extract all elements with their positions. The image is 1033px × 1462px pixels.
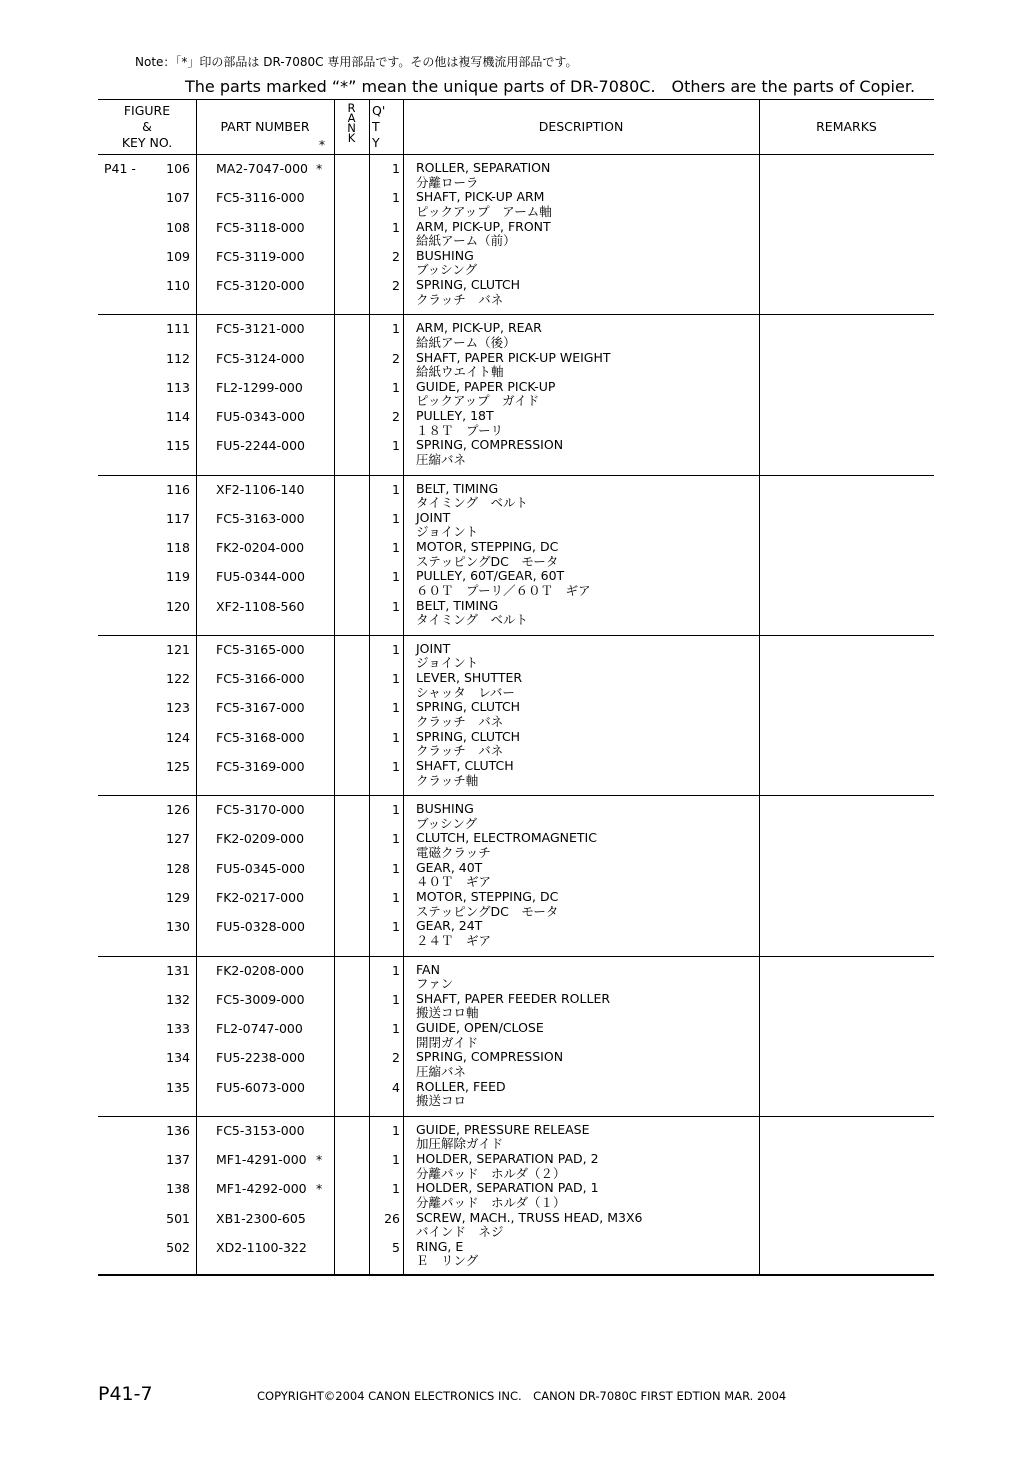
description-english: GEAR, 40T xyxy=(416,859,483,875)
quantity: 26 xyxy=(384,1210,400,1226)
parts-group xyxy=(98,478,934,628)
part-number: FC5-3121-000 xyxy=(216,321,305,337)
table-row xyxy=(98,216,934,249)
part-number: MF1-4292-000 xyxy=(216,1181,307,1197)
quantity: 2 xyxy=(392,248,400,264)
header-qty-q: Q' xyxy=(372,103,386,118)
description xyxy=(416,438,563,467)
table-row xyxy=(98,696,934,729)
table-row xyxy=(98,1017,934,1050)
description-japanese: 分離パッド ホルダ（２） xyxy=(416,1165,566,1181)
description xyxy=(416,278,520,307)
description-japanese: クラッチ バネ xyxy=(416,713,504,729)
key-number: 135 xyxy=(166,1079,190,1095)
part-number: FC5-3169-000 xyxy=(216,759,305,775)
description-japanese: ピックアップ ガイド xyxy=(416,393,540,409)
table-row xyxy=(98,915,934,948)
description-english: SPRING, CLUTCH xyxy=(416,277,521,293)
quantity: 1 xyxy=(392,700,400,716)
key-number: 109 xyxy=(166,248,190,264)
description-english: GUIDE, PAPER PICK-UP xyxy=(416,378,556,394)
key-number: 502 xyxy=(166,1239,190,1255)
header-rank-k: K xyxy=(347,131,356,145)
table-row xyxy=(98,376,934,409)
part-number: FL2-0747-000 xyxy=(216,1021,303,1037)
table-row xyxy=(98,667,934,700)
key-number: 131 xyxy=(166,962,190,978)
key-number: 127 xyxy=(166,831,190,847)
table-row xyxy=(98,1119,934,1152)
table-row xyxy=(98,827,934,860)
part-number: MA2-7047-000 xyxy=(216,161,308,176)
quantity: 1 xyxy=(392,481,400,497)
description-english: MOTOR, STEPPING, DC xyxy=(416,889,559,905)
key-number: 107 xyxy=(166,190,190,206)
part-number: FC5-3119-000 xyxy=(216,248,305,264)
description-english: HOLDER, SEPARATION PAD, 1 xyxy=(416,1180,599,1196)
description-japanese: タイミング ベルト xyxy=(416,495,529,511)
table-row xyxy=(98,798,934,831)
table-row xyxy=(98,245,934,278)
key-number: 110 xyxy=(166,278,190,294)
description-japanese: ブッシング xyxy=(416,262,478,278)
table-row xyxy=(98,1177,934,1210)
table-row xyxy=(98,347,934,380)
quantity: 1 xyxy=(392,919,400,935)
description xyxy=(416,759,514,788)
part-number: FU5-2238-000 xyxy=(216,1050,305,1066)
part-number: FU5-0343-000 xyxy=(216,409,305,425)
header-figure-line3: KEY NO. xyxy=(121,135,173,150)
group-separator xyxy=(98,1116,934,1117)
table-row xyxy=(98,857,934,890)
group-separator xyxy=(98,956,934,957)
description-english: SCREW, MACH., TRUSS HEAD, M3X6 xyxy=(416,1209,643,1225)
part-number: FC5-3165-000 xyxy=(216,641,305,657)
part-number: FC5-3120-000 xyxy=(216,278,305,294)
part-number: FL2-1299-000 xyxy=(216,379,303,395)
key-number: 118 xyxy=(166,540,190,556)
quantity: 2 xyxy=(392,409,400,425)
group-separator xyxy=(98,314,934,315)
description-english: JOINT xyxy=(416,640,451,656)
description-japanese: クラッチ バネ xyxy=(416,291,504,307)
part-number: FC5-3167-000 xyxy=(216,700,305,716)
table-row xyxy=(98,1076,934,1109)
table-bottom-border xyxy=(98,1274,934,1276)
description-japanese: ６０Ｔ プーリ／６０Ｔ ギア xyxy=(416,582,591,598)
table-row xyxy=(98,1148,934,1181)
note-english: The parts marked “*” mean the unique parts of DR-7080C. Others are the parts of Copier. xyxy=(185,77,916,96)
key-number: 132 xyxy=(166,991,190,1007)
part-number: FC5-3166-000 xyxy=(216,671,305,687)
part-number: FC5-3170-000 xyxy=(216,802,305,818)
description-japanese: ファン xyxy=(416,976,454,991)
group-separator xyxy=(98,635,934,636)
quantity: 1 xyxy=(392,161,400,176)
group-separator xyxy=(98,475,934,476)
header-figure-line1: FIGURE xyxy=(123,103,171,118)
header-figure xyxy=(98,103,196,151)
quantity: 1 xyxy=(392,802,400,818)
part-number: FU5-0328-000 xyxy=(216,919,305,935)
key-number: 108 xyxy=(166,219,190,235)
description-japanese: タイミング ベルト xyxy=(416,612,529,628)
quantity: 1 xyxy=(392,860,400,876)
description-english: SPRING, CLUTCH xyxy=(416,728,521,744)
parts-group xyxy=(98,798,934,948)
part-number: FC5-3009-000 xyxy=(216,991,305,1007)
quantity: 1 xyxy=(392,641,400,657)
quantity: 1 xyxy=(392,671,400,687)
key-number: 111 xyxy=(166,321,190,337)
quantity: 1 xyxy=(392,1122,400,1138)
description-english: ROLLER, SEPARATION xyxy=(416,160,551,175)
key-number: 113 xyxy=(166,379,190,395)
table-row xyxy=(98,959,934,991)
key-number: 116 xyxy=(166,481,190,497)
part-number: FU5-0344-000 xyxy=(216,569,305,585)
key-number: 136 xyxy=(166,1122,190,1138)
description-japanese: 搬送コロ xyxy=(416,1093,467,1109)
description-english: GUIDE, OPEN/CLOSE xyxy=(416,1020,544,1036)
table-row xyxy=(98,186,934,219)
table-row xyxy=(98,536,934,569)
table-row xyxy=(98,988,934,1021)
table-row xyxy=(98,317,934,350)
key-number: 137 xyxy=(166,1152,190,1168)
description-japanese: 給紙アーム（前） xyxy=(416,233,516,249)
key-number: 138 xyxy=(166,1181,190,1197)
description-english: SPRING, COMPRESSION xyxy=(416,1049,564,1065)
part-number: XB1-2300-605 xyxy=(216,1210,306,1226)
parts-group xyxy=(98,638,934,788)
description-english: PULLEY, 60T/GEAR, 60T xyxy=(416,568,565,584)
quantity: 1 xyxy=(392,991,400,1007)
key-number: 130 xyxy=(166,919,190,935)
parts-group xyxy=(98,157,934,307)
part-number: FU5-0345-000 xyxy=(216,860,305,876)
part-number: XD2-1100-322 xyxy=(216,1239,307,1255)
description-japanese: ２４Ｔ ギア xyxy=(416,932,492,948)
key-number: 123 xyxy=(166,700,190,716)
table-row xyxy=(98,755,934,788)
description-japanese: ブッシング xyxy=(416,815,478,831)
quantity: 1 xyxy=(392,1021,400,1037)
key-number: 124 xyxy=(166,729,190,745)
header-part-star: * xyxy=(318,137,326,152)
description-english: SHAFT, PICK-UP ARM xyxy=(416,189,545,205)
header-rank-r: R xyxy=(347,101,356,115)
quantity: 1 xyxy=(392,759,400,775)
header-bottom-border xyxy=(98,154,934,155)
quantity: 1 xyxy=(392,890,400,906)
quantity: 1 xyxy=(392,379,400,395)
description-english: BUSHING xyxy=(416,801,474,817)
description-japanese: １８Ｔ プーリ xyxy=(416,422,504,438)
table-row xyxy=(98,405,934,438)
description-japanese: 圧縮バネ xyxy=(416,1063,467,1079)
quantity: 1 xyxy=(392,831,400,847)
key-number: 125 xyxy=(166,759,190,775)
part-number: FC5-3118-000 xyxy=(216,219,305,235)
key-number: 120 xyxy=(166,598,190,614)
key-number: 106 xyxy=(166,161,190,176)
description-english: FAN xyxy=(416,961,440,977)
description-japanese: ジョイント xyxy=(416,524,479,540)
description-japanese: 電磁クラッチ xyxy=(416,844,491,860)
table-row xyxy=(98,478,934,511)
quantity: 1 xyxy=(392,569,400,585)
description-english: SHAFT, PAPER PICK-UP WEIGHT xyxy=(416,349,611,365)
table-row xyxy=(98,434,934,467)
description-english: BUSHING xyxy=(416,247,474,263)
quantity: 1 xyxy=(392,510,400,526)
description xyxy=(416,1240,478,1269)
group-separator xyxy=(98,795,934,796)
description-english: GEAR, 24T xyxy=(416,918,483,934)
key-number: 133 xyxy=(166,1021,190,1037)
description-japanese: クラッチ軸 xyxy=(416,772,479,788)
part-number: FC5-3124-000 xyxy=(216,350,305,366)
quantity: 1 xyxy=(392,219,400,235)
description-japanese: ジョイント xyxy=(416,655,479,671)
key-number: 128 xyxy=(166,860,190,876)
part-number: FC5-3116-000 xyxy=(216,190,305,206)
description-english: HOLDER, SEPARATION PAD, 2 xyxy=(416,1151,599,1167)
figure-ref: P41 - xyxy=(104,161,136,176)
key-number: 121 xyxy=(166,641,190,657)
description-english: BELT, TIMING xyxy=(416,480,499,496)
table-row xyxy=(98,595,934,628)
table-row xyxy=(98,1046,934,1079)
part-number: FK2-0217-000 xyxy=(216,890,305,906)
key-number: 119 xyxy=(166,569,190,585)
description-english: MOTOR, STEPPING, DC xyxy=(416,539,559,555)
note-japanese: Note：「*」印の部品は DR-7080C 専用部品です。その他は複写機流用部品です。 xyxy=(135,55,578,69)
part-number: FK2-0204-000 xyxy=(216,540,305,556)
part-number: XF2-1108-560 xyxy=(216,598,305,614)
description-japanese: 分離ローラ xyxy=(416,174,479,190)
header-description: DESCRIPTION xyxy=(538,119,624,134)
header-part-number: PART NUMBER xyxy=(220,119,310,134)
key-number: 134 xyxy=(166,1050,190,1066)
key-number: 501 xyxy=(166,1210,190,1226)
part-number: FU5-6073-000 xyxy=(216,1079,305,1095)
description xyxy=(416,599,528,628)
description-english: RING, E xyxy=(416,1238,464,1254)
quantity: 1 xyxy=(392,190,400,206)
description-english: ARM, PICK-UP, REAR xyxy=(416,320,542,336)
copyright-line: COPYRIGHT©2004 CANON ELECTRONICS INC. CANON DR-7080C FIRST EDTION MAR. 2004 xyxy=(257,1389,787,1403)
quantity: 1 xyxy=(392,438,400,454)
header-rank-n: N xyxy=(347,121,356,135)
description-japanese: ピックアップ アーム軸 xyxy=(416,203,552,219)
description xyxy=(416,1080,506,1109)
part-number: FU5-2244-000 xyxy=(216,438,305,454)
quantity: 1 xyxy=(392,598,400,614)
unique-part-mark: * xyxy=(316,1181,323,1197)
description-japanese: Ｅ リング xyxy=(416,1253,479,1269)
part-number: FC5-3163-000 xyxy=(216,510,305,526)
key-number: 126 xyxy=(166,802,190,818)
header-rank xyxy=(334,103,369,143)
table-top-border xyxy=(98,99,934,100)
header-figure-line2: & xyxy=(142,119,152,134)
description-japanese: 開閉ガイド xyxy=(416,1034,479,1050)
quantity: 1 xyxy=(392,729,400,745)
part-number: FC5-3168-000 xyxy=(216,729,305,745)
header-qty xyxy=(372,103,402,151)
part-number: XF2-1106-140 xyxy=(216,481,305,497)
header-qty-t: T xyxy=(372,119,380,134)
description-japanese: ４０Ｔ ギア xyxy=(416,874,492,890)
quantity: 1 xyxy=(392,1152,400,1168)
table-row xyxy=(98,726,934,759)
page-number: P41-7 xyxy=(98,1383,153,1405)
quantity: 2 xyxy=(392,350,400,366)
quantity: 4 xyxy=(392,1079,400,1095)
key-number: 112 xyxy=(166,350,190,366)
quantity: 1 xyxy=(392,1181,400,1197)
table-row xyxy=(98,886,934,919)
description-japanese: 給紙アーム（後） xyxy=(416,334,516,350)
description-japanese: ステッピングDC モータ xyxy=(416,903,559,919)
description-english: SHAFT, PAPER FEEDER ROLLER xyxy=(416,990,611,1006)
description-japanese: 圧縮バネ xyxy=(416,451,467,467)
key-number: 117 xyxy=(166,510,190,526)
description-english: ROLLER, FEED xyxy=(416,1078,506,1094)
table-row xyxy=(98,1236,934,1269)
parts-group xyxy=(98,317,934,467)
description-english: BELT, TIMING xyxy=(416,597,499,613)
table-row xyxy=(98,1207,934,1240)
part-number: FK2-0209-000 xyxy=(216,831,305,847)
description-english: LEVER, SHUTTER xyxy=(416,670,523,686)
description-english: SPRING, COMPRESSION xyxy=(416,437,564,453)
key-number: 114 xyxy=(166,409,190,425)
table-row xyxy=(98,638,934,671)
header-remarks: REMARKS xyxy=(816,119,877,134)
description-english: JOINT xyxy=(416,509,451,525)
quantity: 2 xyxy=(392,1050,400,1066)
table-row xyxy=(98,565,934,598)
description-japanese: 分離パッド ホルダ（１） xyxy=(416,1194,566,1210)
description-japanese: シャッタ レバー xyxy=(416,684,515,700)
header-qty-y: Y xyxy=(372,135,380,150)
part-number: FK2-0208-000 xyxy=(216,962,305,978)
key-number: 129 xyxy=(166,890,190,906)
description-english: CLUTCH, ELECTROMAGNETIC xyxy=(416,830,597,846)
description-japanese: バインド ネジ xyxy=(416,1224,504,1240)
table-row xyxy=(98,274,934,307)
quantity: 5 xyxy=(392,1239,400,1255)
header-rank-a: A xyxy=(347,111,356,125)
key-number: 122 xyxy=(166,671,190,687)
parts-group xyxy=(98,1119,934,1269)
description-japanese: クラッチ バネ xyxy=(416,743,504,759)
quantity: 1 xyxy=(392,962,400,978)
description-english: PULLEY, 18T xyxy=(416,408,494,424)
unique-part-mark: * xyxy=(316,161,323,176)
description-japanese: ステッピングDC モータ xyxy=(416,553,559,569)
part-number: MF1-4291-000 xyxy=(216,1152,307,1168)
quantity: 1 xyxy=(392,321,400,337)
table-row xyxy=(98,507,934,540)
description-english: SHAFT, CLUTCH xyxy=(416,758,514,774)
unique-part-mark: * xyxy=(316,1152,323,1168)
description-english: ARM, PICK-UP, FRONT xyxy=(416,218,551,234)
description-english: SPRING, CLUTCH xyxy=(416,699,521,715)
description-english: GUIDE, PRESSURE RELEASE xyxy=(416,1121,590,1137)
table-row xyxy=(98,157,934,190)
description-japanese: 給紙ウエイト軸 xyxy=(416,364,504,380)
description-japanese: 搬送コロ軸 xyxy=(416,1005,479,1021)
quantity: 1 xyxy=(392,540,400,556)
description xyxy=(416,919,491,948)
quantity: 2 xyxy=(392,278,400,294)
description-japanese: 加圧解除ガイド xyxy=(416,1136,504,1152)
key-number: 115 xyxy=(166,438,190,454)
parts-group xyxy=(98,959,934,1109)
part-number: FC5-3153-000 xyxy=(216,1122,305,1138)
